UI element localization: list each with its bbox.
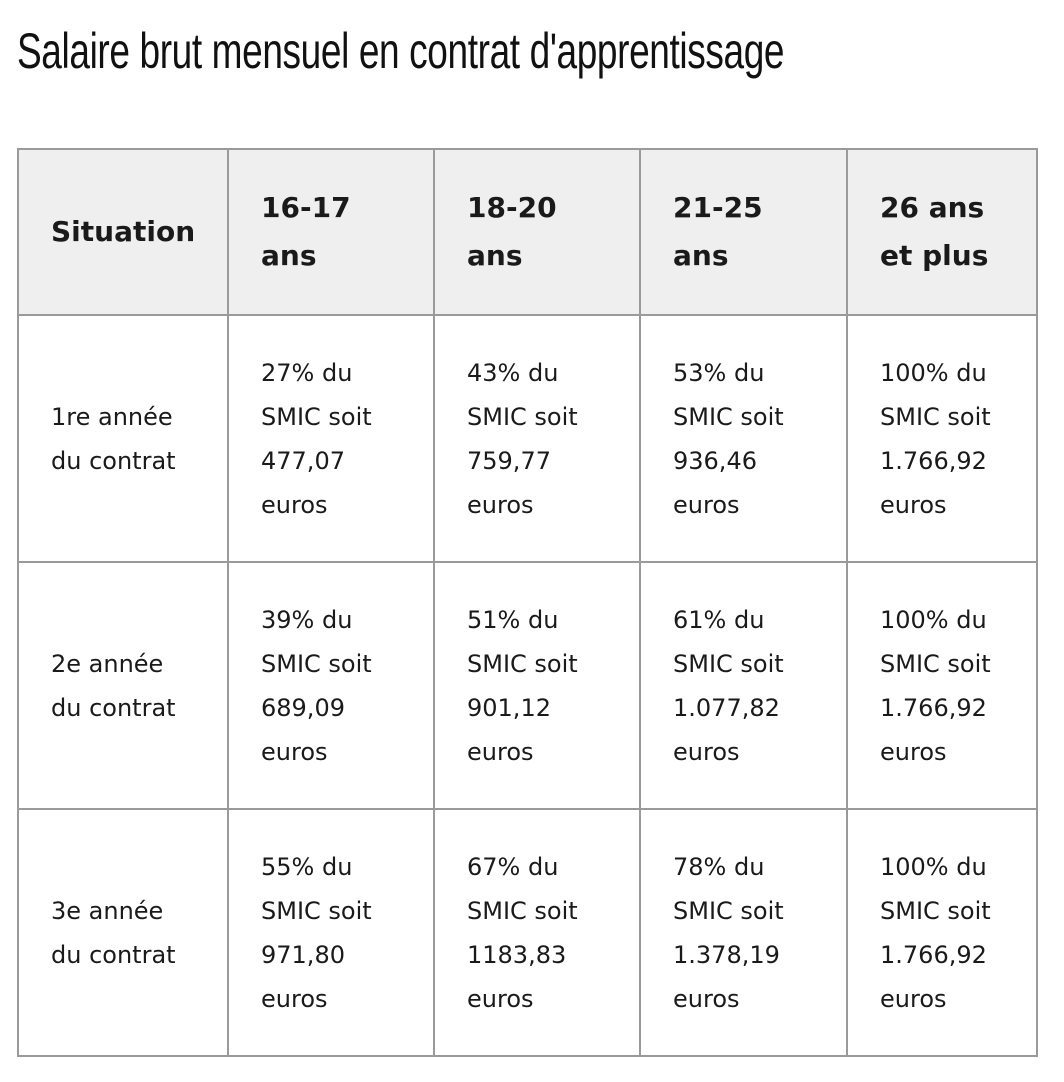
header-age-21-25	[640, 149, 847, 315]
salary-cell	[434, 809, 640, 1056]
header-label: 16-17	[261, 191, 351, 224]
smic-text: SMIC soit	[673, 896, 784, 925]
salary-cell	[640, 809, 847, 1056]
salary-cell	[228, 562, 434, 809]
header-age-16-17	[228, 149, 434, 315]
percent-text: 39% du	[261, 605, 353, 634]
situation-label: du contrat	[51, 446, 176, 475]
smic-text: SMIC soit	[467, 896, 578, 925]
percent-text: 43% du	[467, 358, 559, 387]
header-label: et plus	[880, 239, 989, 272]
currency-text: euros	[880, 737, 947, 766]
amount-text: 901,12	[467, 693, 551, 722]
amount-text: 1.766,92	[880, 446, 987, 475]
percent-text: 27% du	[261, 358, 353, 387]
situation-cell	[18, 562, 228, 809]
situation-label: 1re année	[51, 402, 173, 431]
header-label: 18-20	[467, 191, 557, 224]
currency-text: euros	[880, 490, 947, 519]
salary-cell	[640, 562, 847, 809]
currency-text: euros	[673, 490, 740, 519]
header-label: ans	[467, 239, 523, 272]
smic-text: SMIC soit	[880, 402, 991, 431]
currency-text: euros	[261, 737, 328, 766]
currency-text: euros	[880, 984, 947, 1013]
currency-text: euros	[261, 490, 328, 519]
salary-cell	[228, 809, 434, 1056]
salary-cell	[228, 315, 434, 562]
percent-text: 55% du	[261, 852, 353, 881]
salary-cell	[434, 315, 640, 562]
amount-text: 971,80	[261, 940, 345, 969]
table-row	[18, 315, 1037, 562]
amount-text: 1.378,19	[673, 940, 780, 969]
currency-text: euros	[261, 984, 328, 1013]
table-header	[18, 149, 1037, 315]
table-row	[18, 562, 1037, 809]
percent-text: 100% du	[880, 358, 987, 387]
currency-text: euros	[673, 737, 740, 766]
amount-text: 1183,83	[467, 940, 567, 969]
table-row	[18, 809, 1037, 1056]
salary-cell	[847, 809, 1037, 1056]
percent-text: 61% du	[673, 605, 765, 634]
smic-text: SMIC soit	[467, 649, 578, 678]
situation-cell	[18, 809, 228, 1056]
smic-text: SMIC soit	[880, 649, 991, 678]
amount-text: 477,07	[261, 446, 345, 475]
situation-label: du contrat	[51, 693, 176, 722]
header-label: 26 ans	[880, 191, 985, 224]
situation-label: 2e année	[51, 649, 164, 678]
amount-text: 936,46	[673, 446, 757, 475]
smic-text: SMIC soit	[261, 649, 372, 678]
currency-text: euros	[467, 490, 534, 519]
smic-text: SMIC soit	[673, 649, 784, 678]
currency-text: euros	[467, 737, 534, 766]
header-age-26-plus	[847, 149, 1037, 315]
salary-cell	[847, 315, 1037, 562]
smic-text: SMIC soit	[467, 402, 578, 431]
smic-text: SMIC soit	[261, 896, 372, 925]
page-title: Salaire brut mensuel en contrat d'apprentissage	[17, 23, 785, 79]
situation-cell	[18, 315, 228, 562]
percent-text: 67% du	[467, 852, 559, 881]
header-label: Situation	[51, 215, 196, 248]
amount-text: 1.077,82	[673, 693, 780, 722]
table-body	[18, 315, 1037, 1056]
smic-text: SMIC soit	[261, 402, 372, 431]
percent-text: 53% du	[673, 358, 765, 387]
header-label: 21-25	[673, 191, 763, 224]
smic-text: SMIC soit	[673, 402, 784, 431]
amount-text: 759,77	[467, 446, 551, 475]
percent-text: 51% du	[467, 605, 559, 634]
header-age-18-20	[434, 149, 640, 315]
percent-text: 78% du	[673, 852, 765, 881]
salary-table	[17, 148, 1038, 1057]
amount-text: 1.766,92	[880, 693, 987, 722]
header-situation	[18, 149, 228, 315]
percent-text: 100% du	[880, 605, 987, 634]
currency-text: euros	[673, 984, 740, 1013]
currency-text: euros	[467, 984, 534, 1013]
amount-text: 689,09	[261, 693, 345, 722]
smic-text: SMIC soit	[880, 896, 991, 925]
header-label: ans	[261, 239, 317, 272]
salary-cell	[434, 562, 640, 809]
situation-label: 3e année	[51, 896, 164, 925]
header-row	[18, 149, 1037, 315]
situation-label: du contrat	[51, 940, 176, 969]
salary-cell	[847, 562, 1037, 809]
percent-text: 100% du	[880, 852, 987, 881]
salary-cell	[640, 315, 847, 562]
header-label: ans	[673, 239, 729, 272]
amount-text: 1.766,92	[880, 940, 987, 969]
